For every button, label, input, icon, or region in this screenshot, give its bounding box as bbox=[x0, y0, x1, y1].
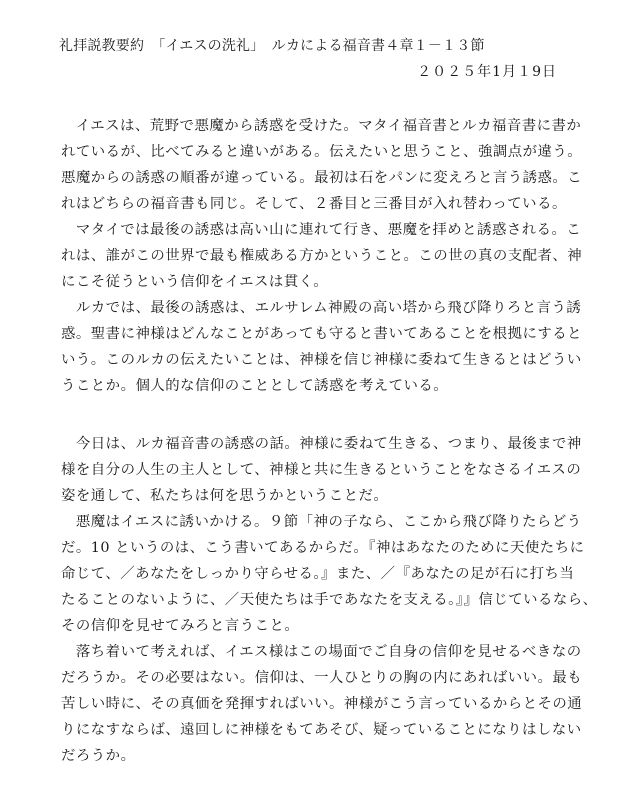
text-line: 惑。聖書に神様はどんなことがあっても守ると書いてあることを根拠にすると bbox=[61, 326, 583, 342]
text-line: いう。このルカの伝えたいことは、神様を信じ神様に委ねて生きるとはどうい bbox=[61, 352, 582, 368]
text-line: 悪魔はイエスに誘いかける。９節「神の子なら、ここから飛び降りたらどう bbox=[61, 514, 582, 530]
text-line: たることのないように、／天使たちは手であなたを支える。』』信じているなら、 bbox=[61, 592, 598, 608]
text-line: りになすならば、遠回しに神様をもてあそび、疑っていることになりはしない bbox=[61, 722, 582, 738]
paragraph-block-1 bbox=[61, 113, 583, 399]
sermon-title: 礼拝説教要約 「イエスの洗礼」 ルカによる福音書４章１－１３節 bbox=[59, 38, 485, 54]
text-line: 落ち着いて考えれば、イエス様はこの場面でご自身の信仰を見せるべきなの bbox=[61, 644, 582, 660]
text-line: 悪魔からの誘惑の順番が違っている。最初は石をパンに変えろと言う誘惑。こ bbox=[61, 170, 583, 186]
text-line: 苦しい時に、その真価を発揮すればいい。神様がこう言っているからとその通 bbox=[61, 696, 583, 712]
paragraph-block-2 bbox=[61, 431, 598, 769]
text-line: 姿を通して、私たちは何を思うかということだ。 bbox=[61, 488, 389, 504]
text-line: 様を自分の人生の主人として、神様と共に生きるということをなさるイエスの bbox=[61, 462, 582, 478]
text-line: その信仰を見せてみろと言うこと。 bbox=[61, 618, 300, 634]
text-line: れは、誰がこの世界で最も権威ある方かということ。この世の真の支配者、神 bbox=[61, 248, 583, 264]
text-line: れているが、比べてみると違いがある。伝えたいと思うこと、強調点が違う。 bbox=[61, 144, 583, 160]
text-line: だろうか。その必要はない。信仰は、一人ひとりの胸の内にあればいい。最も bbox=[61, 670, 583, 686]
text-line: にこそ従うという信仰をイエスは貫く。 bbox=[61, 274, 329, 290]
text-line: ルカでは、最後の誘惑は、エルサレム神殿の高い塔から飛び降りろと言う誘 bbox=[61, 300, 582, 316]
text-line: 今日は、ルカ福音書の誘惑の話。神様に委ねて生きる、つまり、最後まで神 bbox=[61, 436, 582, 452]
text-line: れはどちらの福音書も同じ。そして、２番目と三番目が入れ替わっている。 bbox=[61, 196, 567, 212]
text-line: だ。10 というのは、こう書いてあるからだ。『神はあなたのために天使たちに bbox=[61, 540, 585, 556]
text-line: うことか。個人的な信仰のこととして誘惑を考えている。 bbox=[61, 378, 449, 394]
text-line: マタイでは最後の誘惑は高い山に連れて行き、悪魔を拝めと誘惑される。こ bbox=[61, 222, 582, 238]
text-line: イエスは、荒野で悪魔から誘惑を受けた。マタイ福音書とルカ福音書に書か bbox=[61, 118, 582, 134]
text-line: 命じて、／あなたをしっかり守らせる。』また、／『あなたの足が石に打ち当 bbox=[61, 566, 575, 582]
sermon-date: ２０２５年1月１9日 bbox=[417, 64, 557, 80]
text-line: だろうか。 bbox=[61, 748, 136, 764]
